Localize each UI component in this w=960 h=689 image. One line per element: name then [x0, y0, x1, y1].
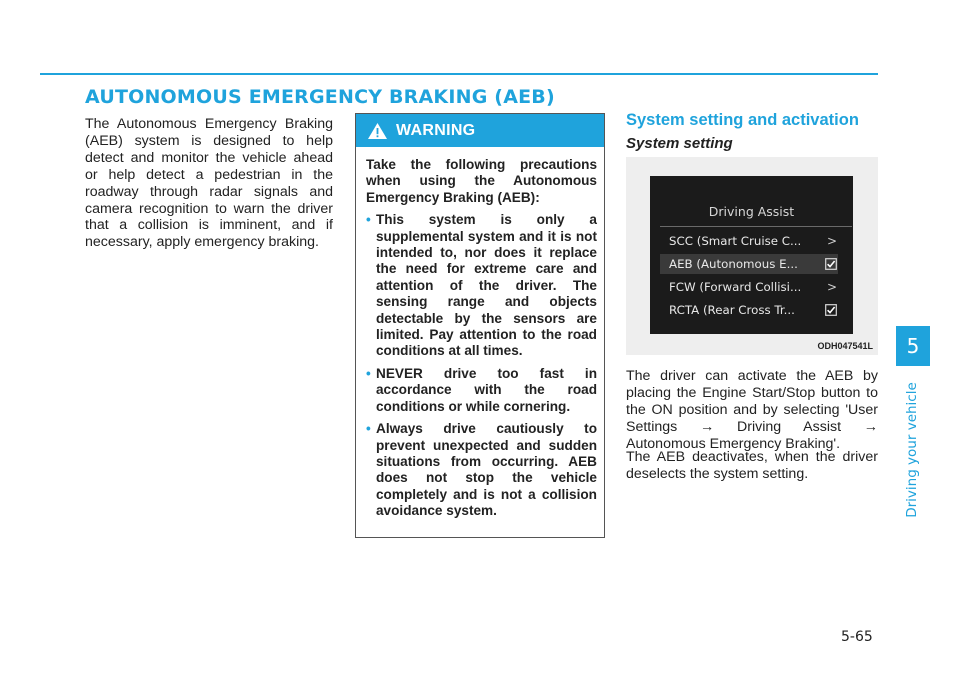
menu-item-label: SCC (Smart Cruise C...	[669, 234, 802, 248]
cluster-screen	[650, 176, 853, 334]
menu-item-aeb	[660, 254, 838, 274]
menu-item-scc	[660, 231, 838, 251]
checkbox-checked-icon	[825, 304, 837, 316]
driving-assist-menu	[660, 231, 838, 323]
chevron-right-icon: >	[826, 280, 838, 294]
chevron-right-icon: >	[826, 234, 838, 248]
section-title: AUTONOMOUS EMERGENCY BRAKING (AEB)	[85, 86, 555, 108]
warning-body	[356, 147, 604, 520]
warning-item	[366, 421, 597, 519]
bullet-icon: •	[366, 212, 371, 228]
checkbox-checked-icon	[825, 258, 837, 270]
deactivation-paragraph: The AEB deactivates, when the driver deselects the system setting.	[626, 449, 878, 482]
warning-box	[355, 113, 605, 538]
menu-item-label: FCW (Forward Collisi...	[669, 280, 802, 294]
header-rule	[40, 73, 878, 75]
figure-caption: ODH047541L	[817, 341, 873, 351]
warning-triangle-icon	[367, 122, 388, 140]
bullet-icon: •	[366, 421, 371, 437]
warning-title: WARNING	[396, 121, 476, 139]
intro-paragraph: The Autonomous Emergency Braking (AEB) system is designed to help detect and monitor the vehicle ahead or help detect a pedestrian in the roadway through radar signals and camera recognition to warn the driver that a collision is imminent, and if necessary, apply emergency braking.	[85, 116, 333, 251]
system-setting-subtitle: System setting	[626, 135, 733, 152]
warning-item-text: NEVER drive too fast in accordance with the road conditions or while cornering.	[376, 365, 597, 414]
warning-item	[366, 212, 597, 360]
warning-item-text: This system is only a supplemental system and it is not intended to, nor does it replace the need for extreme care and attention of the driver. The sensing range and objects detectable by the sensors are limited. Pay attention to the road conditions at all times.	[376, 212, 597, 359]
activation-paragraph: The driver can activate the AEB by placing the Engine Start/Stop button to the ON position and by selecting 'User Settings → Driving Assist → Autonomous Emergency Braking'.	[626, 368, 878, 452]
screen-divider	[660, 226, 852, 227]
chapter-title: Driving your vehicle	[904, 382, 920, 518]
warning-list	[366, 212, 597, 519]
system-section-title: System setting and activation	[626, 111, 859, 129]
menu-item-rcta	[660, 300, 838, 320]
warning-item	[366, 366, 597, 415]
warning-header	[356, 114, 604, 147]
screen-title: Driving Assist	[708, 204, 795, 219]
menu-item-label: AEB (Autonomous E...	[669, 257, 798, 271]
menu-item-fcw	[660, 277, 838, 297]
chapter-tab[interactable]: 5	[896, 326, 930, 366]
warning-item-text: Always drive cautiously to prevent unexpected and sudden situations from occurring. AEB does not stop the vehicle completely and is not a collision avoidance system.	[376, 421, 597, 519]
menu-item-label: RCTA (Rear Cross Tr...	[669, 303, 795, 317]
page-number: 5-65	[841, 629, 873, 645]
warning-lead: Take the following precautions when using the Autonomous Emergency Braking (AEB):	[366, 157, 597, 205]
bullet-icon: •	[366, 365, 371, 381]
cluster-figure	[626, 157, 878, 355]
